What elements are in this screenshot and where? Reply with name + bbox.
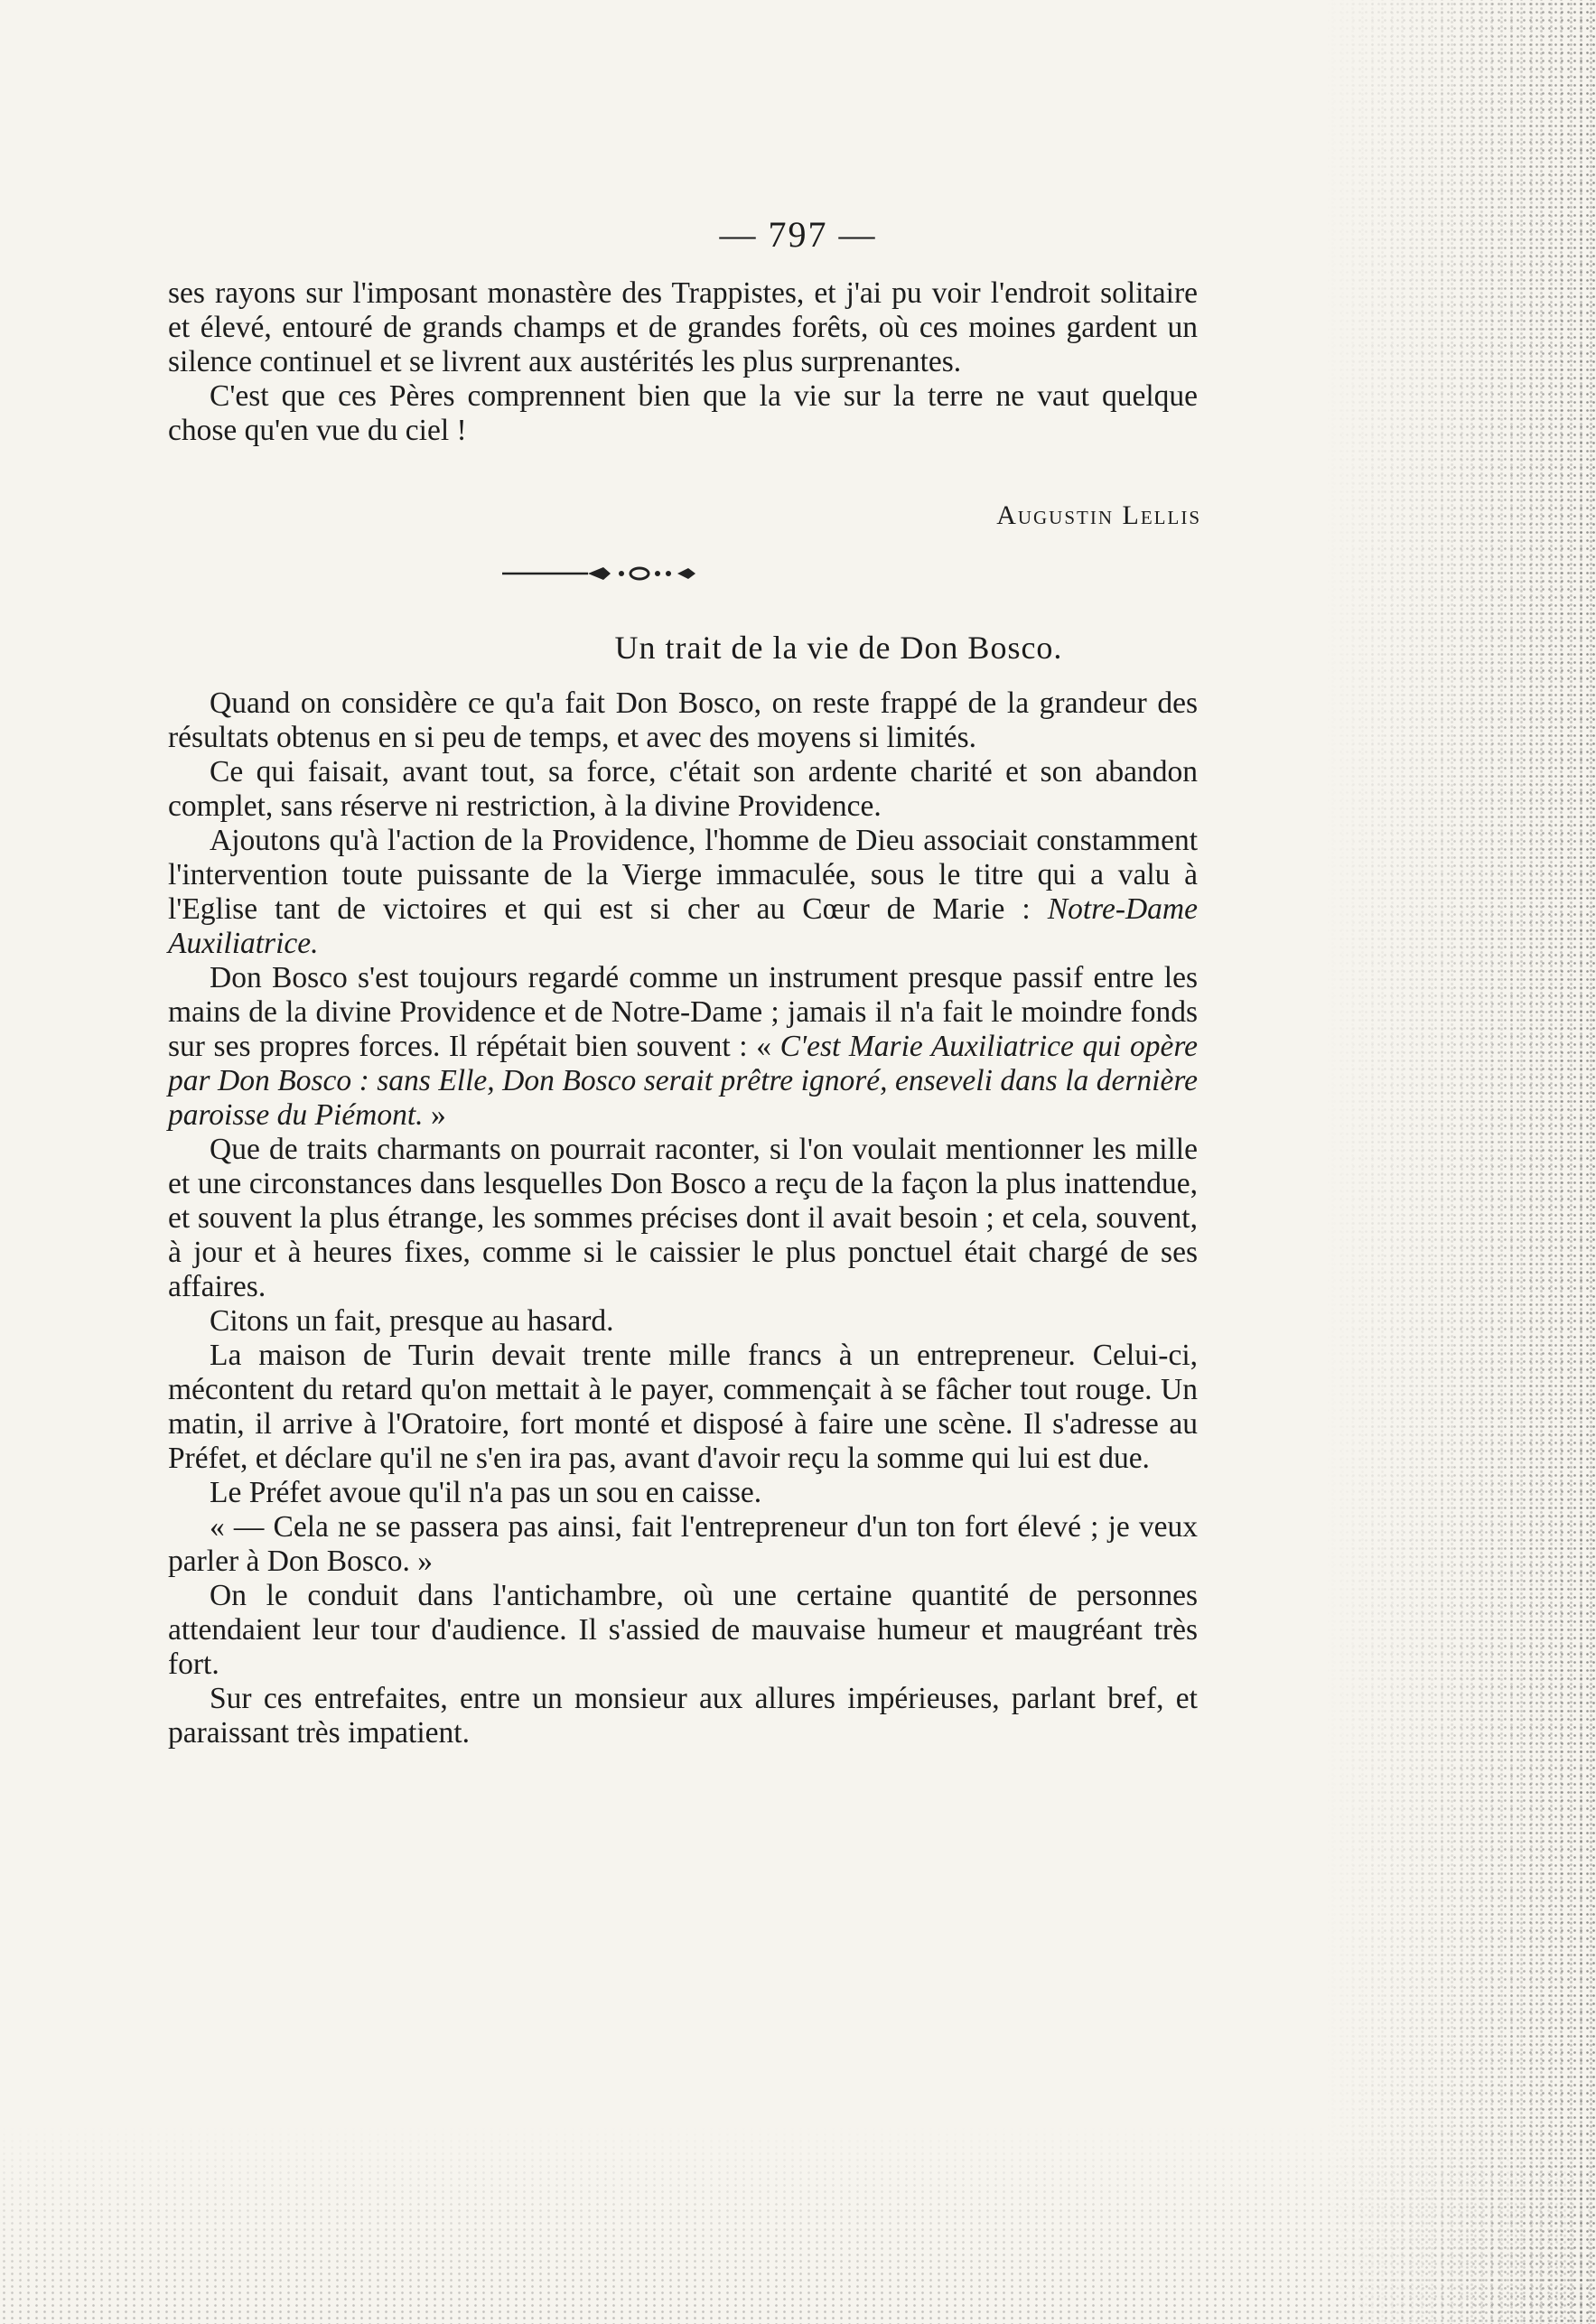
- paragraph: « — Cela ne se passera pas ainsi, fait l'entrepreneur d'un ton fort élevé ; je veux parler à Don Bosco. »: [168, 1510, 1198, 1578]
- scan-noise-bottom: [0, 2125, 1596, 2324]
- quote-close: »: [423, 1098, 446, 1132]
- article-title-text: Un trait de la vie de Don Bosco.: [614, 630, 1063, 666]
- paragraph: [168, 961, 1198, 1133]
- page-number: — 797 —: [719, 214, 877, 255]
- paragraph: Quand on considère ce qu'a fait Don Bosco, on reste frappé de la grandeur des résultats obtenus en si peu de temps, et avec des moyens si limités.: [168, 686, 1198, 754]
- italic-quote: C'est Marie Auxiliatrice qui opère par Don Bosco : sans Elle, Don Bosco serait prêtre ignoré, enseveli dans la dernière paroisse du Piémont.: [168, 1030, 1198, 1132]
- scan-noise-right: [1325, 0, 1596, 2324]
- paragraph: Citons un fait, presque au hasard.: [210, 1304, 614, 1338]
- paragraph: Le Préfet avoue qu'il n'a pas un sou en caisse.: [210, 1476, 762, 1509]
- paragraph: [168, 824, 1198, 961]
- paragraph: Ce qui faisait, avant tout, sa force, c'était son ardente charité et son abandon complet, sans réserve ni restriction, à la divine Providence.: [168, 755, 1198, 823]
- article-body: [168, 686, 1198, 1750]
- paragraph: Que de traits charmants on pourrait raconter, si l'on voulait mentionner les mille et une circonstances dans lesquelles Don Bosco a reçu de la façon la plus inattendue, et souvent la plus étrange, les sommes précises dont il avait besoin ; et cela, souvent, à jour et à heures fixes, comme si le caissier le plus ponctuel était chargé de ses affaires.: [168, 1133, 1198, 1303]
- previous-article-ending: [168, 276, 1198, 448]
- article-title: [0, 629, 1596, 667]
- paragraph-text: Don Bosco s'est toujours regardé comme un instrument presque passif entre les mains de la divine Providence et de Notre-Dame ; jamais il n'a fait le moindre fonds sur ses propres forces. Il répétait bien souvent : «: [168, 961, 1198, 1063]
- paragraph: Sur ces entrefaites, entre un monsieur aux allures impérieuses, parlant bref, et paraissant très impatient.: [168, 1682, 1198, 1750]
- italic-phrase: Notre-Dame Auxiliatrice.: [168, 892, 1198, 960]
- ornament-divider: [502, 560, 773, 587]
- author-signature: Augustin Lellis: [996, 500, 1201, 530]
- paragraph-text: Ajoutons qu'à l'action de la Providence, l'homme de Dieu associait constamment l'intervention toute puissante de la Vierge immaculée, sous le titre qui a valu à l'Eglise tant de victoires et qui est si cher au Cœur de Marie :: [168, 824, 1198, 926]
- paragraph: La maison de Turin devait trente mille francs à un entrepreneur. Celui-ci, mécontent du retard qu'on mettait à le payer, commençait à se fâcher tout rouge. Un matin, il arrive à l'Oratoire, fort monté et disposé à faire une scène. Il s'adresse au Préfet, et déclare qu'il ne s'en ira pas, avant d'avoir reçu la somme qui lui est due.: [168, 1339, 1198, 1475]
- paragraph: On le conduit dans l'antichambre, où une certaine quantité de personnes attendaient leur tour d'audience. Il s'assied de mauvaise humeur et maugréant très fort.: [168, 1579, 1198, 1681]
- paragraph: ses rayons sur l'imposant monastère des Trappistes, et j'ai pu voir l'endroit solitaire et élevé, entouré de grands champs et de grandes forêts, où ces moines gardent un silence continuel et se livrent aux austérités les plus surprenantes.: [168, 276, 1198, 378]
- paragraph: C'est que ces Pères comprennent bien que la vie sur la terre ne vaut quelque chose qu'en vue du ciel !: [168, 379, 1198, 447]
